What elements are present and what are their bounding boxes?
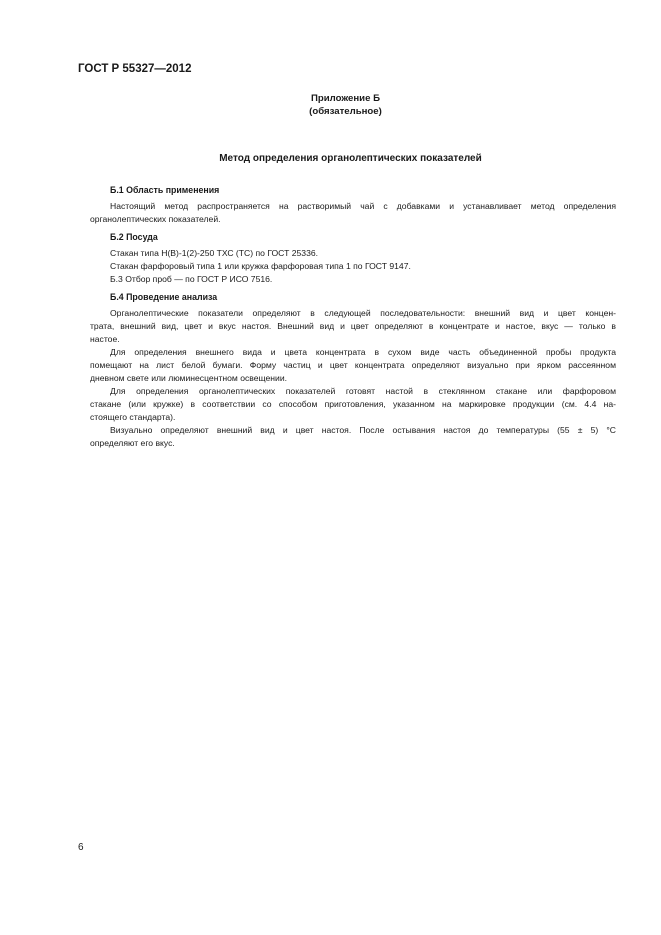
section-b4-paragraph-line: Для определения внешнего вида и цвета концентрата в сухом виде часть объединенной пробы продукта xyxy=(110,347,616,357)
section-b4-paragraph-line: стоящего стандарта). xyxy=(90,412,176,422)
annex-block xyxy=(0,93,661,118)
section-b1-heading: Б.1 Область применения xyxy=(110,185,220,195)
section-b4-paragraph-line: трата, внешний вид, цвет и вкус настоя. Внешний вид и цвет определяют в концентрате и настое, вкус — только в xyxy=(90,321,616,331)
section-b4-paragraph-line: определяют его вкус. xyxy=(90,438,175,448)
section-b2-heading: Б.2 Посуда xyxy=(110,232,158,242)
section-b1-paragraph-line: Настоящий метод распространяется на растворимый чай с добавками и устанавливает метод определения xyxy=(110,201,616,211)
section-b4-heading: Б.4 Проведение анализа xyxy=(110,292,218,302)
section-b4-paragraph-line: Органолептические показатели определяют в следующей последовательности: внешний вид и цвет концен- xyxy=(110,308,616,318)
annex-title: Приложение Б xyxy=(311,93,380,104)
section-b4-paragraph-line: помещают на лист белой бумаги. Форму частиц и цвет концентрата определяют визуально при ярком рассеянном xyxy=(90,360,616,370)
section-b2-item: Стакан типа Н(В)-1(2)-250 ТХС (ТС) по ГОСТ 25336. xyxy=(110,248,319,258)
section-b4-paragraph-line: стакане (или кружке) в соответствии со способом приготовления, указанном на маркировке продукции (см. 4.4 на- xyxy=(90,399,616,409)
method-title: Метод определения органолептических показателей xyxy=(219,153,482,164)
page-number: 6 xyxy=(78,842,84,853)
section-b3-line: Б.3 Отбор проб — по ГОСТ Р ИСО 7516. xyxy=(110,274,273,284)
section-b4-paragraph-line: Для определения органолептических показателей готовят настой в стеклянном стакане или фарфоровом xyxy=(110,386,616,396)
section-b4-paragraph-line: Визуально определяют внешний вид и цвет настоя. После остывания настоя до температуры (55 ± 5) °С xyxy=(110,425,616,435)
section-b4-paragraph-line: настое. xyxy=(90,334,120,344)
section-b4-paragraph-line: дневном свете или люминесцентном освещении. xyxy=(90,373,288,383)
section-b2-item: Стакан фарфоровый типа 1 или кружка фарфоровая типа 1 по ГОСТ 9147. xyxy=(110,261,411,271)
document-id-header: ГОСТ Р 55327—2012 xyxy=(78,63,192,75)
annex-status: (обязательное) xyxy=(309,105,382,117)
section-b1-paragraph-line: органолептических показателей. xyxy=(90,214,221,224)
